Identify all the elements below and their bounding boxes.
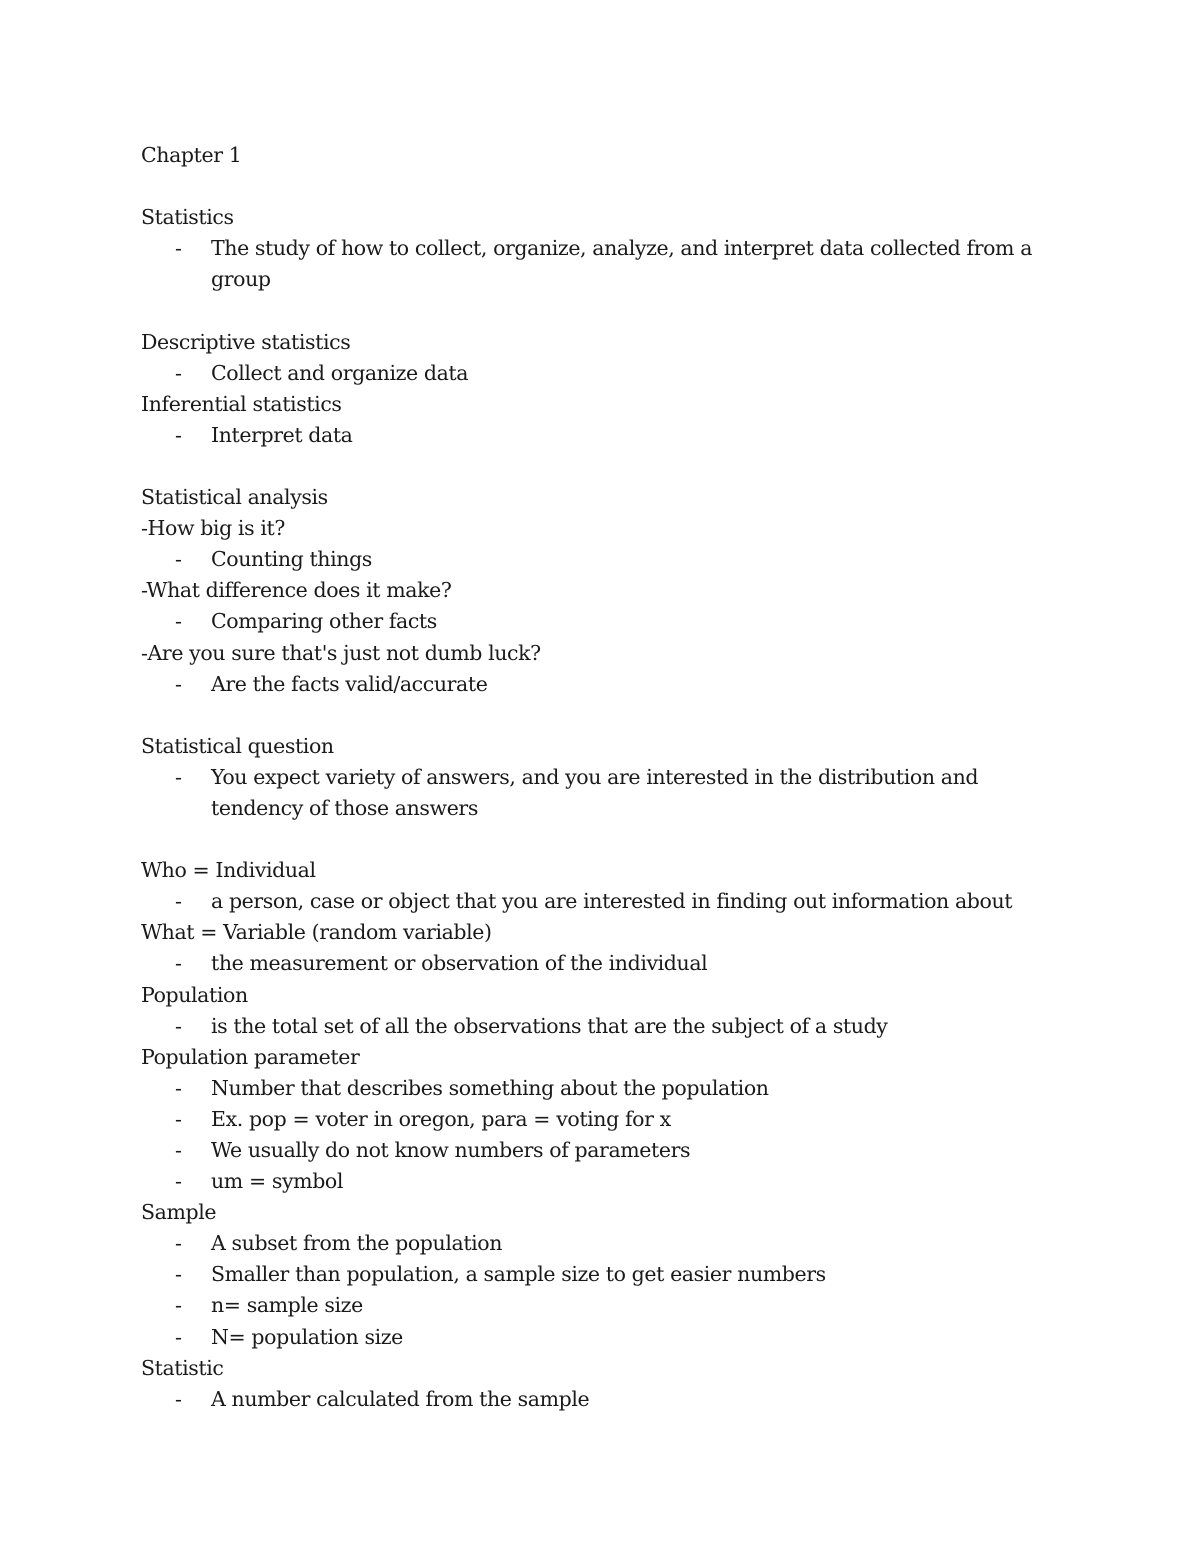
bullet-item (141, 233, 1061, 295)
bullet-text: Comparing other facts (211, 609, 437, 634)
heading-line: Statistical analysis (141, 485, 328, 510)
heading-line: Population parameter (141, 1044, 360, 1069)
heading-line: Who = Individual (141, 858, 316, 883)
blank-line (141, 171, 1061, 202)
bullet-dash: - (175, 1138, 182, 1162)
bullet-item (141, 420, 1061, 451)
bullet-dash: - (175, 1386, 182, 1411)
document-body (141, 140, 1061, 1415)
bullet-dash: - (175, 547, 182, 572)
bullet-item (141, 544, 1061, 575)
bullet-dash: - (175, 1013, 182, 1038)
bullet-text: um = symbol (211, 1169, 344, 1194)
bullet-text: Ex. pop = voter in oregon, para = voting for x (211, 1106, 671, 1131)
bullet-dash: - (175, 671, 182, 696)
bullet-text: A subset from the population (211, 1231, 503, 1256)
bullet-dash: - (175, 422, 182, 447)
heading-line: Sample (141, 1200, 217, 1225)
blank-line (141, 824, 1061, 855)
heading-line: Descriptive statistics (141, 329, 351, 354)
bullet-item (141, 1259, 1061, 1290)
bullet-dash: - (175, 1075, 182, 1100)
bullet-text: Are the facts valid/accurate (211, 671, 488, 696)
heading-line: Chapter 1 (141, 143, 242, 167)
bullet-dash: - (175, 360, 182, 385)
blank-line (141, 451, 1061, 482)
bullet-item (141, 886, 1061, 917)
bullet-text: The study of how to collect, organize, analyze, and interpret data collected from a group (211, 236, 1033, 292)
bullet-dash: - (175, 1293, 182, 1318)
bullet-dash: - (175, 1169, 182, 1194)
bullet-item (141, 358, 1061, 389)
heading-line: Statistical question (141, 733, 334, 758)
bullet-dash: - (175, 236, 182, 261)
bullet-item (141, 1135, 1061, 1166)
bullet-item (141, 948, 1061, 979)
blank-line (141, 700, 1061, 731)
bullet-dash: - (175, 764, 182, 789)
bullet-dash: - (175, 1231, 182, 1256)
bullet-dash: - (175, 1262, 182, 1287)
bullet-dash: - (175, 1324, 182, 1349)
bullet-text: is the total set of all the observations that are the subject of a study (211, 1013, 888, 1038)
heading-line: Statistics (141, 205, 234, 230)
bullet-item (141, 1228, 1061, 1259)
bullet-item (141, 1290, 1061, 1321)
bullet-text: Collect and organize data (211, 360, 469, 385)
bullet-dash: - (175, 889, 182, 914)
bullet-dash: - (175, 1106, 182, 1131)
bullet-text: A number calculated from the sample (211, 1386, 590, 1411)
heading-line: Statistic (141, 1355, 224, 1380)
bullet-item (141, 1073, 1061, 1104)
bullet-text: the measurement or observation of the individual (211, 951, 708, 976)
bullet-item (141, 1322, 1061, 1353)
blank-line (141, 295, 1061, 326)
bullet-dash: - (175, 609, 182, 634)
bullet-text: n= sample size (211, 1293, 363, 1318)
bullet-text: Counting things (211, 547, 372, 572)
bullet-text: You expect variety of answers, and you are interested in the distribution and tendency of those answers (211, 764, 979, 820)
bullet-text: Number that describes something about the population (211, 1075, 769, 1100)
bullet-item (141, 1166, 1061, 1197)
heading-line: -What difference does it make? (141, 578, 452, 603)
bullet-item (141, 1384, 1061, 1415)
bullet-item (141, 762, 1061, 824)
bullet-dash: - (175, 951, 182, 976)
bullet-text: Interpret data (211, 422, 353, 447)
heading-line: -How big is it? (141, 516, 285, 541)
heading-line: What = Variable (random variable) (141, 920, 492, 945)
bullet-text: We usually do not know numbers of parameters (211, 1138, 691, 1162)
heading-line: Inferential statistics (141, 391, 342, 416)
bullet-item (141, 606, 1061, 637)
bullet-text: a person, case or object that you are interested in finding out information about (211, 889, 1013, 914)
bullet-item (141, 1011, 1061, 1042)
bullet-item (141, 669, 1061, 700)
bullet-item (141, 1104, 1061, 1135)
heading-line: Population (141, 982, 248, 1007)
bullet-text: N= population size (211, 1324, 403, 1349)
heading-line: -Are you sure that's just not dumb luck? (141, 640, 541, 665)
bullet-text: Smaller than population, a sample size to get easier numbers (211, 1262, 826, 1287)
